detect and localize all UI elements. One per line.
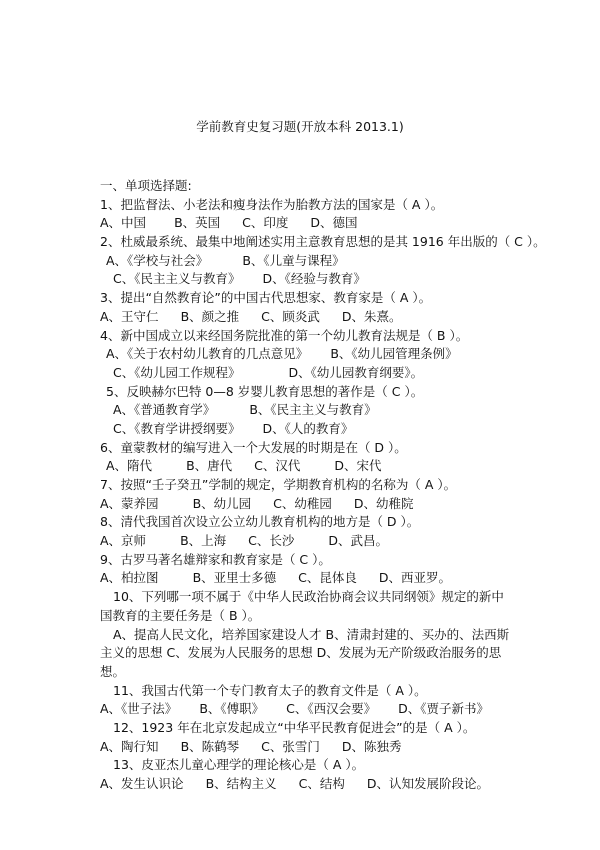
option: C、《西汉会要》 — [286, 701, 377, 717]
option: C、张雪门 — [261, 738, 320, 754]
option: D、朱熹。 — [341, 308, 402, 324]
option: D、德国 — [310, 215, 358, 231]
question-2-options-cd — [100, 270, 512, 289]
question-1: 1、把监督法、小老法和瘦身法作为胎教方法的国家是（ A ）。 — [100, 196, 444, 212]
option: B、《儿童与课程》 — [242, 252, 345, 268]
question-6: 6、童蒙教材的编写进入一个大发展的时期是在（ D ）。 — [100, 439, 407, 455]
option: C、汉代 — [254, 458, 301, 474]
question-11: 11、我国古代第一个专门教育太子的教育文件是（ A ）。 — [113, 682, 427, 698]
option: D、《贾子新书》 — [398, 701, 490, 717]
option: C、《幼儿园工作规程》 — [113, 364, 241, 380]
option: B、上海 — [180, 533, 227, 549]
option: B、唐代 — [186, 458, 233, 474]
option: C、《教育学讲授纲要》 — [113, 420, 241, 436]
question-4-options-cd — [100, 364, 512, 383]
question-2: 2、杜威最系统、最集中地阐述实用主意教育思想的是其 1916 年出版的（ C ）。 — [100, 234, 546, 250]
option: C、印度 — [242, 215, 289, 231]
question-12: 12、1923 年在北京发起成立“中华平民教育促进会”的是（ A ）。 — [113, 720, 476, 736]
option: A、《普通教育学》 — [113, 402, 216, 418]
option: C、幼稚园 — [273, 495, 332, 511]
option: C、《民主主义与教育》 — [113, 271, 241, 287]
option: A、《学校与社会》 — [106, 252, 209, 268]
option: A、中国 — [100, 215, 147, 231]
option: C、顾炎武 — [261, 308, 320, 324]
option: C、昆体良 — [298, 570, 357, 586]
option: A、发生认识论 — [100, 776, 184, 792]
option: A、蒙养园 — [100, 495, 159, 511]
question-9: 9、古罗马著名雄辩家和教育家是（ C ）。 — [100, 551, 331, 567]
question-5: 5、反映赫尔巴特 0—8 岁婴儿教育思想的著作是（ C ）。 — [106, 383, 424, 399]
option: B、结构主义 — [205, 776, 277, 792]
option: D、《人的教育》 — [262, 420, 354, 436]
question-3-options — [100, 308, 512, 327]
question-13-options — [100, 775, 512, 794]
question-8: 8、清代我国首次设立公立幼儿教育机构的地方是（ D ）。 — [100, 514, 420, 530]
question-6-options — [100, 457, 512, 476]
question-12-options — [100, 738, 512, 757]
option: A、柏拉图 — [100, 570, 159, 586]
question-8-options — [100, 532, 512, 551]
option: D、《幼儿园教育纲要》。 — [288, 364, 424, 380]
question-3: 3、提出“自然教育论”的中国古代思想家、教育家是（ A ）。 — [100, 290, 432, 306]
question-10: 10、下列哪一项不属于《中华人民政治协商会议共同纲领》规定的新中国教育的主要任务是（ B ）。 — [100, 589, 504, 623]
option: C、结构 — [298, 776, 345, 792]
option: B、陈鹤琴 — [180, 738, 240, 754]
question-4: 4、新中国成立以来经国务院批准的第一个幼儿教育法规是（ B ）。 — [100, 327, 469, 343]
question-11-options — [100, 700, 512, 719]
option: A、王守仁 — [100, 308, 159, 324]
option: D、宋代 — [334, 458, 382, 474]
question-4-options-ab — [100, 345, 512, 364]
option: B、《幼儿园管理条例》 — [330, 346, 458, 362]
option: B、幼儿园 — [192, 495, 252, 511]
option: C、长沙 — [248, 533, 295, 549]
question-1-options — [100, 214, 512, 233]
question-9-options — [100, 569, 512, 588]
option: A、《世子法》 — [100, 701, 178, 717]
question-5-options-ab — [100, 401, 512, 420]
option: A、陶行知 — [100, 738, 159, 754]
option: D、陈独秀 — [341, 738, 402, 754]
question-5-options-cd — [100, 420, 512, 439]
question-7-options — [100, 495, 512, 514]
option: A、《关于农村幼儿教育的几点意见》 — [106, 346, 309, 362]
section-heading: 一、单项选择题: — [100, 178, 192, 193]
option: B、颜之推 — [180, 308, 240, 324]
option: D、武昌。 — [328, 533, 389, 549]
question-13: 13、皮亚杰儿童心理学的理论核心是（ A ）。 — [113, 757, 365, 773]
option: B、英国 — [174, 215, 221, 231]
option: D、幼稚院 — [353, 495, 414, 511]
option: D、《经验与教育》 — [262, 271, 366, 287]
question-list — [100, 177, 546, 794]
option: B、《傅职》 — [199, 701, 265, 717]
question-2-options-ab — [100, 252, 512, 271]
option: D、认知发展阶段论。 — [366, 776, 490, 792]
question-7: 7、按照“壬子癸丑”学制的规定，学期教育机构的名称为（ A ）。 — [100, 477, 457, 492]
option: A、京师 — [100, 533, 147, 549]
option: B、亚里士多德 — [192, 570, 277, 586]
option: D、西亚罗。 — [378, 570, 452, 586]
document-title: 学前教育史复习题(开放本科 2013.1) — [196, 119, 404, 134]
option: B、《民主主义与教育》 — [249, 402, 377, 418]
question-10-options: A、提高人民文化，培养国家建设人才 B、清肃封建的、买办的、法西斯主义的思想 C、发展为人民服务的思想 D、发展为无产阶级政治服务的思想。 — [100, 626, 510, 679]
option: A、隋代 — [106, 458, 153, 474]
